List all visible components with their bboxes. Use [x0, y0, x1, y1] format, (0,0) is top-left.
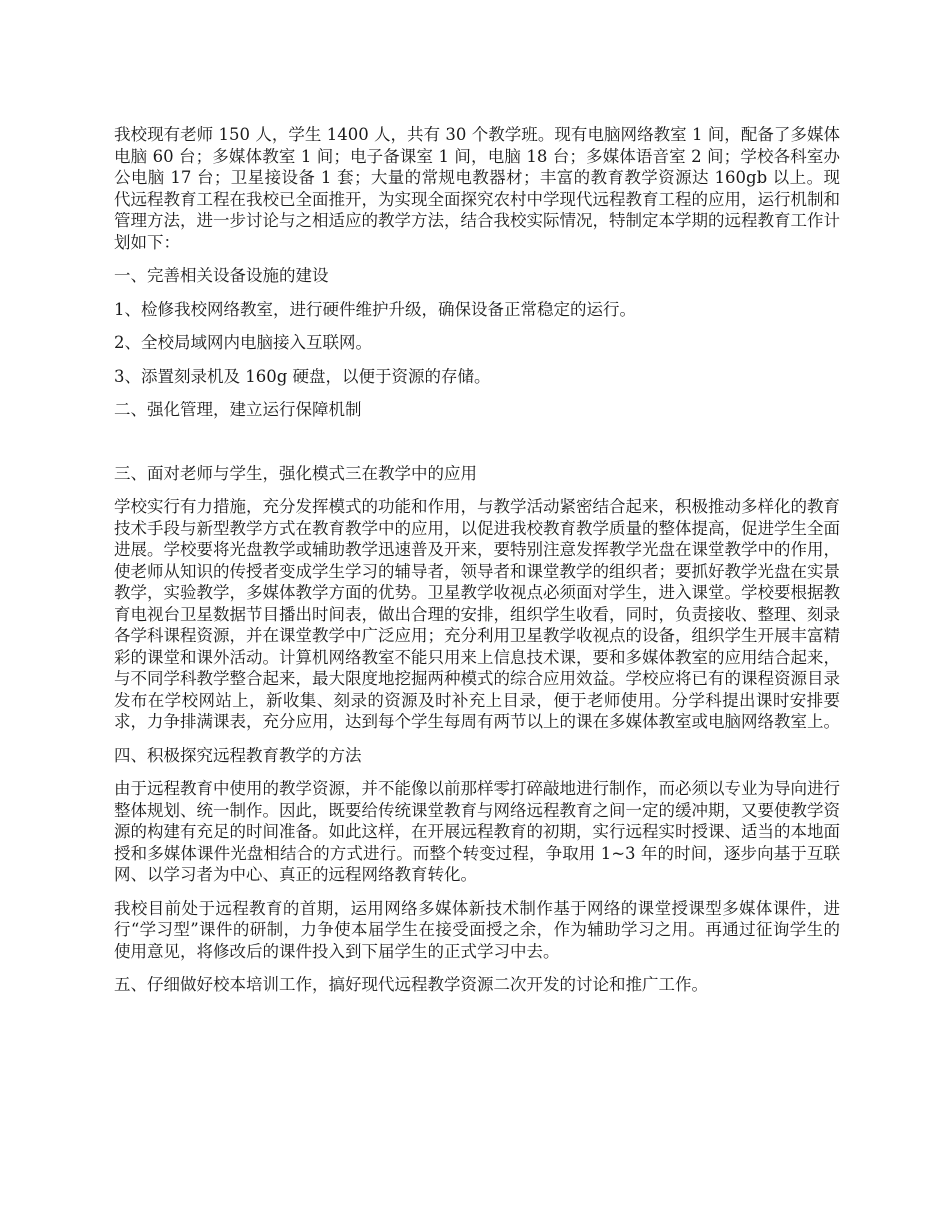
section-heading-1: 一、完善相关设备设施的建设 [114, 266, 329, 285]
section-4-paragraph-2: 我校目前处于远程教育的首期，运用网络多媒体新技术制作基于网络的课堂授课型多媒体课件，进行“学习型”课件的研制，力争使本届学生在接受面授之余，作为辅助学习之用。再通过征询学生的使用意见，将修改后的课件投入到下届学生的正式学习中去。 [114, 898, 840, 961]
section-4-paragraph-1: 由于远程教育中使用的教学资源，并不能像以前那样零打碎敲地进行制作，而必须以专业为导向进行整体规划、统一制作。因此，既要给传统课堂教育与网络远程教育之间一定的缓冲期，又要使教学资源的构建有充足的时间准备。如此这样，在开展远程教育的初期，实行远程实时授课、适当的本地面授和多媒体课件光盘相结合的方式进行。而整个转变过程，争取用 1~3 年的时间，逐步向基于互联网、以学习者为中心、真正的远程网络教育转化。 [114, 779, 840, 884]
list-item-1: 1、检修我校网络教室，进行硬件维护升级，确保设备正常稳定的运行。 [114, 299, 636, 319]
section-heading-3: 三、面对老师与学生，强化模式三在教学中的应用 [114, 463, 477, 483]
section-heading-2: 二、强化管理，建立运行保障机制 [114, 400, 362, 419]
list-item-3: 3、添置刻录机及 160g 硬盘，以便于资源的存储。 [114, 366, 491, 386]
document-body [114, 124, 840, 1008]
section-heading-5: 五、仔细做好校本培训工作，搞好现代远程教学资源二次开发的讨论和推广工作。 [114, 975, 708, 994]
section-heading-4: 四、积极探究远程教育教学的方法 [114, 745, 362, 765]
blank-gap [114, 433, 840, 463]
section-3-paragraph: 学校实行有力措施，充分发挥模式的功能和作用，与教学活动紧密结合起来，积极推动多样化的教育技术手段与新型教学方式在教育教学中的应用，以促进我校教育教学质量的整体提高，促进学生全面进展。学校要将光盘教学或辅助教学迅速普及开来，要特别注意发挥教学光盘在课堂教学中的作用，使老师从知识的传授者变成学生学习的辅导者，领导者和课堂教学的组织者；要抓好教学光盘在实景教学，实验教学，多媒体教学方面的优势。卫星教学收视点必须面对学生，进入课堂。学校要根据教育电视台卫星数据节目播出时间表，做出合理的安排，组织学生收看，同时，负责接收、整理、刻录各学科课程资源，并在课堂教学中广泛应用；充分利用卫星教学收视点的设备，组织学生开展丰富精彩的课堂和课外活动。计算机网络教室不能只用来上信息技术课，要和多媒体教室的应用结合起来，与不同学科教学整合起来，最大限度地挖掘两种模式的综合应用效益。学校应将已有的课程资源目录发布在学校网站上，新收集、刻录的资源及时补充上目录，便于老师使用。分学科提出课时安排要求，力争排满课表，充分应用，达到每个学生每周有两节以上的课在多媒体教室或电脑网络教室上。 [114, 497, 840, 731]
list-item-2: 2、全校局域网内电脑接入互联网。 [114, 333, 372, 352]
intro-paragraph: 我校现有老师 150 人，学生 1400 人，共有 30 个教学班。现有电脑网络教室 1 间，配备了多媒体电脑 60 台；多媒体教室 1 间；电子备课室 1 间，电脑 18 台；多媒体语音室 2 间；学校各科室办公电脑 17 台；卫星接设备 1 套；大量的常规电教器材；丰富的教育教学资源达 160gb 以上。现代远程教育工程在我校已全面推开，为实现全面探究农村中学现代远程教育工程的应用，运行机制和管理方法，进一步讨论与之相适应的教学方法，结合我校实际情况，特制定本学期的远程教育工作计划如下： [114, 125, 840, 252]
